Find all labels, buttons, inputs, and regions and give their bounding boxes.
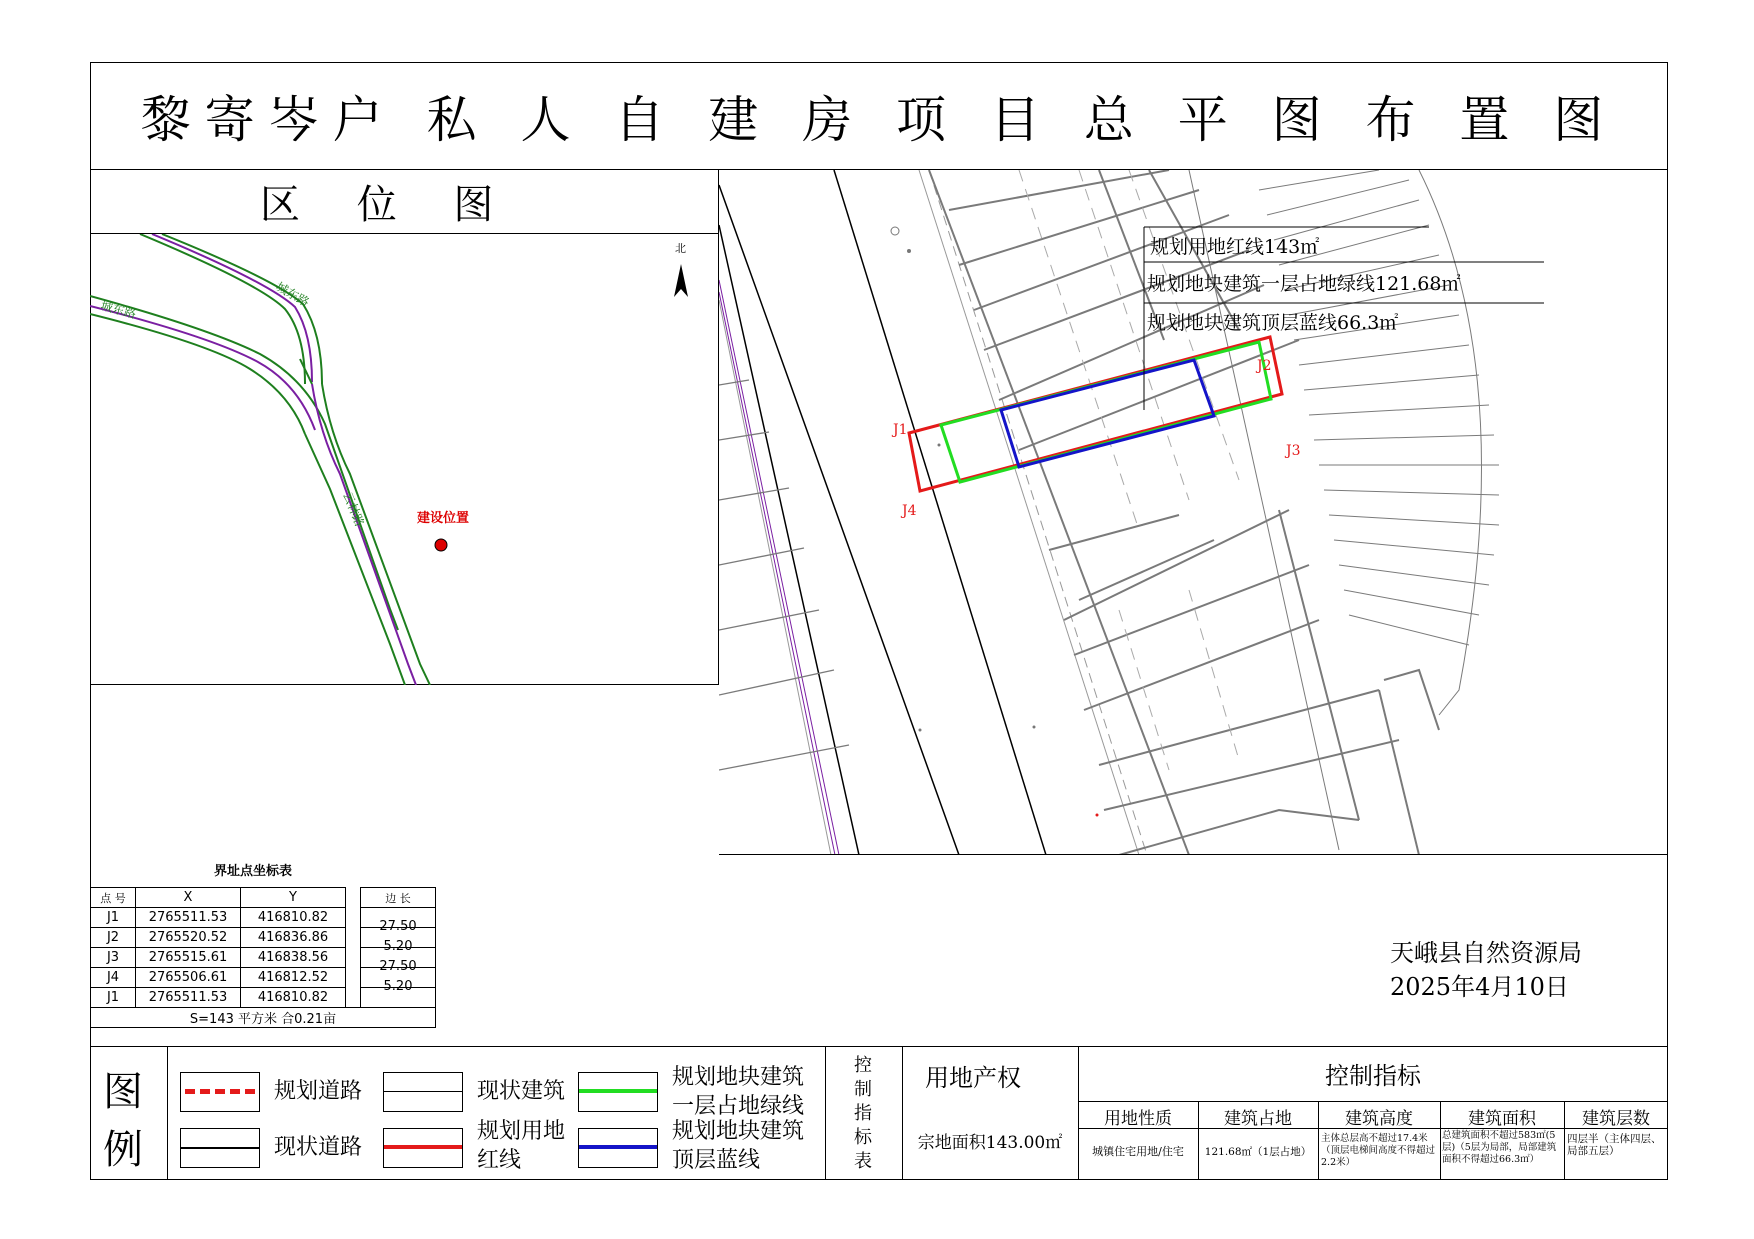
table-row: J2 2765520.52 416836.86 27.50 [91, 928, 436, 948]
green-line-footprint [941, 342, 1271, 482]
north-label: 北 [675, 242, 686, 255]
point-J1: J1 [893, 422, 908, 438]
property-value: 宗地面积143.00㎡ [917, 1133, 1063, 1153]
control-side-label: 控 制 指 标 表 [854, 1055, 872, 1172]
col-y: Y [241, 888, 346, 908]
legend-swatch-existing-road [180, 1128, 260, 1168]
table-row: J4 2765506.61 416812.52 27.50 [91, 968, 436, 988]
legend-label-green-2: 一层占地绿线 [672, 1094, 805, 1119]
col-footprint: 建筑占地 [1224, 1109, 1292, 1129]
site-label: 建设位置 [417, 511, 470, 526]
legend-divider [167, 1046, 168, 1180]
val-height: 主体总层高不超过17.4米（顶层电梯间高度不得超过2.2米） [1321, 1133, 1436, 1168]
col-floor-area: 建筑面积 [1468, 1109, 1536, 1129]
blue-line-top-floor [1001, 360, 1214, 467]
issuer-date: 2025年4月10日 [1390, 973, 1569, 1001]
col-x: X [136, 888, 241, 908]
point-J2: J2 [1257, 358, 1272, 374]
legend-label-red-1: 规划用地 [477, 1119, 566, 1144]
point-J4: J4 [902, 503, 917, 519]
area-row [91, 1008, 436, 1028]
edge-length: 5.20 [361, 937, 436, 957]
coord-table-caption: 界址点坐标表 [214, 864, 293, 879]
legend-label-existing-building: 现状建筑 [477, 1079, 566, 1104]
red-line-boundary [909, 337, 1282, 491]
legend-label-planned-road: 规划道路 [274, 1079, 363, 1104]
indicators-header: 控制指标 [1325, 1062, 1421, 1090]
road-label-1: 城东路 [273, 279, 312, 310]
legend-word-1: 图 [103, 1069, 143, 1115]
legend-swatch-green-line [578, 1072, 658, 1112]
legend-label-blue-2: 顶层蓝线 [672, 1148, 761, 1173]
note-green-area: 规划地块建筑一层占地绿线121.68㎡ [1147, 273, 1461, 295]
site-plan [719, 170, 1668, 855]
col-land-use: 用地性质 [1104, 1109, 1172, 1129]
legend-swatch-blue-line [578, 1128, 658, 1168]
col-height: 建筑高度 [1345, 1109, 1413, 1129]
legend-swatch-planned-road [180, 1072, 260, 1112]
drawing-title: 黎寄岑户 私 人 自 建 房 项 目 总 平 图 布 置 图 [90, 62, 1668, 170]
area-total: S=143 平方米 合0.21亩 [91, 1008, 436, 1028]
property-header: 用地产权 [925, 1064, 1021, 1092]
legend-top-border [90, 1046, 1668, 1047]
road-label-2: 城东路 [99, 298, 138, 322]
legend-label-red-2: 红线 [477, 1148, 522, 1173]
coord-header-row [91, 888, 436, 908]
legend-swatch-red-line [383, 1128, 463, 1168]
road-label-3: 云林路 [340, 489, 367, 529]
coord-table [90, 887, 436, 1028]
legend-swatch-existing-building [383, 1072, 463, 1112]
point-J3: J3 [1286, 443, 1301, 459]
legend-word-2: 例 [103, 1127, 143, 1173]
table-row: J1 2765511.53 416810.82 5.20 [91, 988, 436, 1008]
val-storeys: 四层半（主体四层、局部五层） [1567, 1133, 1662, 1157]
location-map [90, 234, 719, 685]
val-footprint: 121.68㎡（1层占地） [1204, 1146, 1312, 1158]
site-marker [435, 539, 447, 551]
legend-label-existing-road: 现状道路 [274, 1135, 363, 1160]
legend-label-green-1: 规划地块建筑 [672, 1065, 805, 1090]
col-storeys: 建筑层数 [1582, 1109, 1650, 1129]
val-floor-area: 总建筑面积不超过583㎡(5层)（5层为局部，局部建筑面积不得超过66.3㎡） [1442, 1130, 1557, 1165]
legend-label-blue-1: 规划地块建筑 [672, 1119, 805, 1144]
table-row: J3 2765515.61 416838.56 5.20 [91, 948, 436, 968]
col-edge: 边 长 [361, 888, 436, 908]
location-map-title: 区 位 图 [90, 170, 719, 234]
location-map-drawing [90, 234, 719, 685]
edge-length: 27.50 [361, 917, 436, 937]
edge-length: 27.50 [361, 957, 436, 977]
issuer-org: 天峨县自然资源局 [1390, 939, 1582, 967]
note-red-area: 规划用地红线143㎡ [1150, 236, 1320, 258]
edge-length: 5.20 [361, 977, 436, 997]
site-plan-drawing [719, 170, 1668, 855]
col-point: 点 号 [91, 888, 136, 908]
note-blue-area: 规划地块建筑顶层蓝线66.3㎡ [1147, 312, 1399, 334]
table-row: J1 2765511.53 416810.82 [91, 908, 436, 928]
val-land-use: 城镇住宅用地/住宅 [1092, 1145, 1184, 1158]
